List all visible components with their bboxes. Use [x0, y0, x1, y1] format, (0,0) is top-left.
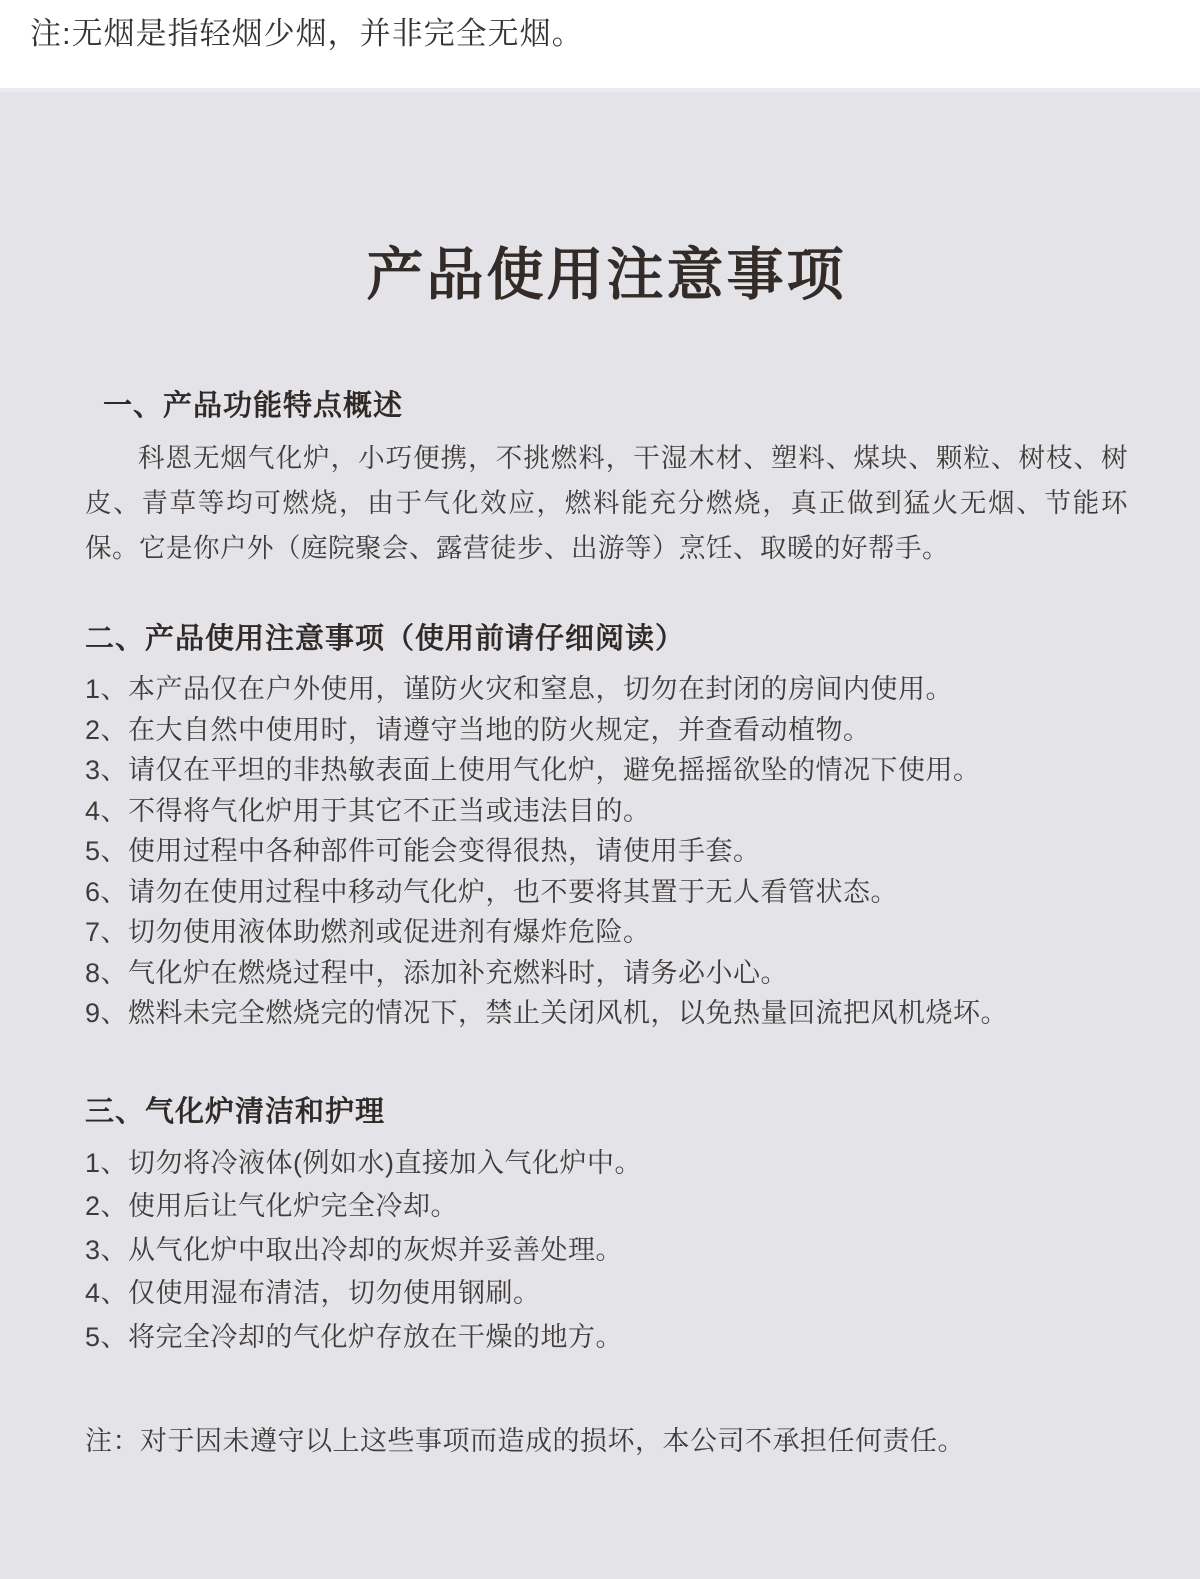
section-heading-cleaning: 三、气化炉清洁和护理 — [85, 1095, 386, 1128]
section-heading-usage: 二、产品使用注意事项（使用前请仔细阅读） — [85, 623, 686, 655]
smokeless-disclaimer-note: 注:无烟是指轻烟少烟，并非完全无烟。 — [0, 0, 1200, 88]
cleaning-care-list — [85, 1142, 1128, 1360]
list-item: 1、本产品仅在户外使用，谨防火灾和窒息，切勿在封闭的房间内使用。 — [85, 674, 954, 704]
instruction-panel — [0, 88, 1200, 1579]
list-item: 5、将完全冷却的气化炉存放在干燥的地方。 — [85, 1321, 624, 1352]
list-item: 6、请勿在使用过程中移动气化炉，也不要将其置于无人看管状态。 — [85, 876, 899, 907]
list-item: 3、请仅在平坦的非热敏表面上使用气化炉，避免摇摇欲坠的情况下使用。 — [85, 755, 981, 785]
section-heading-overview: 一、产品功能特点概述 — [103, 390, 404, 422]
list-item: 2、使用后让气化炉完全冷却。 — [85, 1191, 459, 1221]
list-item: 3、从气化炉中取出冷却的灰烬并妥善处理。 — [85, 1234, 624, 1265]
overview-paragraph: 科恩无烟气化炉，小巧便携，不挑燃料，干湿木材、塑料、煤块、颗粒、树枝、树皮、青草等均可燃烧，由于气化效应，燃料能充分燃烧，真正做到猛火无烟、节能环保。它是你户外（庭院聚会、露营徒步、出游等）烹饪、取暖的好帮手。 — [85, 443, 1128, 563]
list-item: 2、在大自然中使用时，请遵守当地的防火规定，并查看动植物。 — [85, 714, 871, 745]
list-item: 4、仅使用湿布清洁，切勿使用钢刷。 — [85, 1278, 541, 1308]
list-item: 8、气化炉在燃烧过程中，添加补充燃料时，请务必小心。 — [85, 957, 789, 988]
list-item: 7、切勿使用液体助燃剂或促进剂有爆炸危险。 — [85, 917, 651, 947]
liability-disclaimer-note: 注：对于因未遵守以上这些事项而造成的损坏，本公司不承担任何责任。 — [85, 1426, 965, 1456]
list-item: 1、切勿将冷液体(例如水)直接加入气化炉中。 — [85, 1147, 642, 1178]
list-item: 4、不得将气化炉用于其它不正当或违法目的。 — [85, 795, 651, 826]
list-item: 9、燃料未完全燃烧完的情况下，禁止关闭风机，以免热量回流把风机烧坏。 — [85, 998, 1009, 1028]
page-title: 产品使用注意事项 — [366, 243, 847, 307]
list-item: 5、使用过程中各种部件可能会变得很热，请使用手套。 — [85, 836, 761, 866]
usage-precautions-list — [85, 669, 1128, 1034]
